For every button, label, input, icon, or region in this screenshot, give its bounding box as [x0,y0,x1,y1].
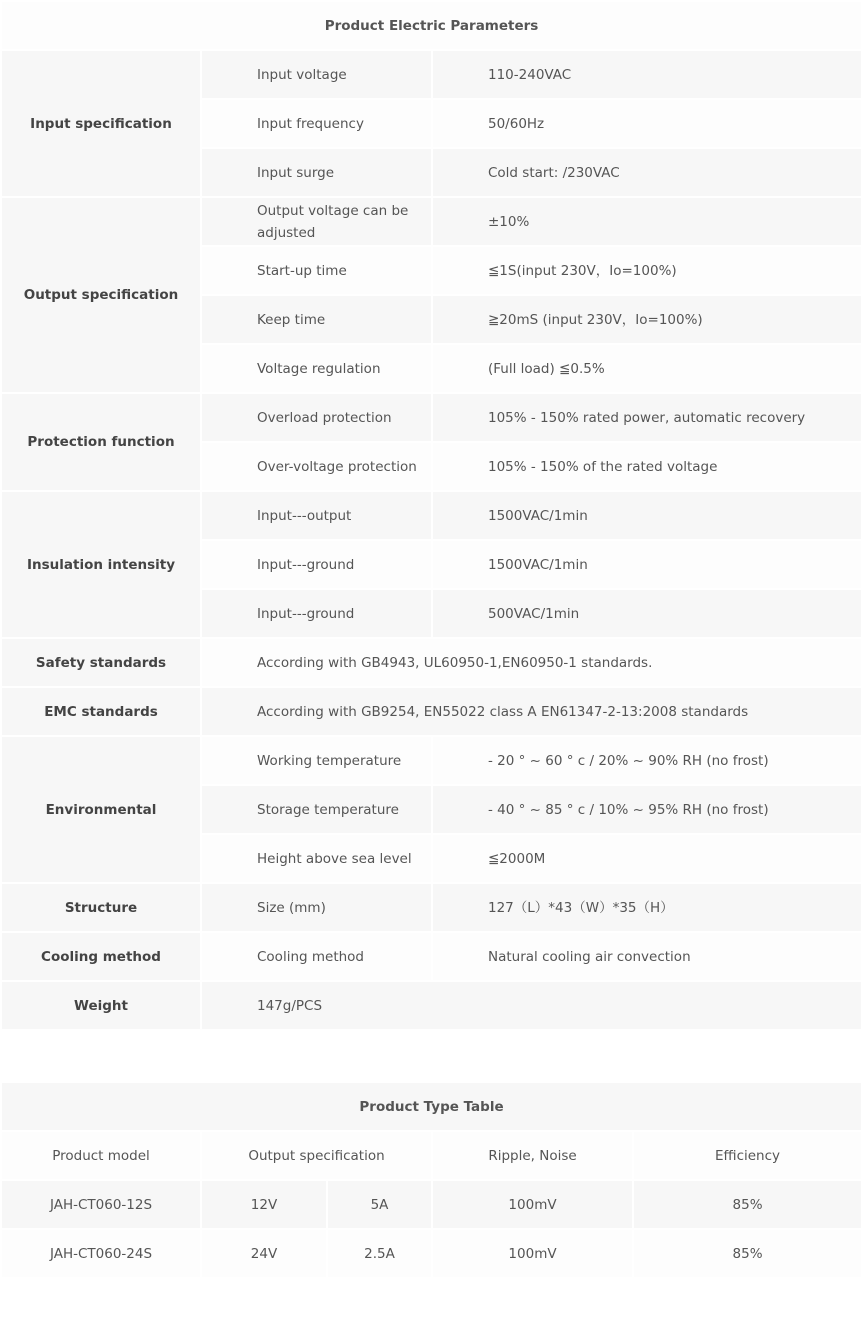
param-value: 147g/PCS [201,981,861,1030]
param-value: Natural cooling air convection [432,932,861,981]
param-label: Input---ground [201,540,432,589]
param-value: 105% - 150% of the rated voltage [432,442,861,491]
table-row [1,1229,861,1278]
param-value: ≧20mS (input 230V，Io=100%) [432,295,861,344]
param-label: Input surge [201,148,432,197]
type-table-title: Product Type Table [1,1082,861,1131]
table-row [1,197,861,246]
cell-voltage: 24V [201,1229,327,1278]
table-row [1,981,861,1030]
param-label: Height above sea level [201,834,432,883]
params-table-title: Product Electric Parameters [1,1,861,50]
table-row [1,883,861,932]
group-insulation-intensity: Insulation intensity [1,491,201,638]
cell-efficiency: 85% [633,1229,861,1278]
param-label: Input frequency [201,99,432,148]
cell-current: 5A [327,1180,432,1229]
param-label: Output voltage can be adjusted [201,197,432,246]
group-structure: Structure [1,883,201,932]
param-label: Input voltage [201,50,432,99]
param-value: ±10% [432,197,861,246]
param-value: According with GB4943, UL60950-1,EN60950-1 standards. [201,638,861,687]
table-row [1,393,861,442]
product-type-table [0,1081,861,1279]
cell-efficiency: 85% [633,1180,861,1229]
group-environmental: Environmental [1,736,201,883]
cell-current: 2.5A [327,1229,432,1278]
cell-model: JAH-CT060-12S [1,1180,201,1229]
table-row [1,1180,861,1229]
param-value: 500VAC/1min [432,589,861,638]
header-efficiency: Efficiency [633,1131,861,1180]
cell-ripple: 100mV [432,1229,633,1278]
param-value: 105% - 150% rated power, automatic recovery [432,393,861,442]
param-value: - 20 ° ~ 60 ° c / 20% ~ 90% RH (no frost) [432,736,861,785]
param-value: (Full load) ≦0.5% [432,344,861,393]
param-value: 1500VAC/1min [432,491,861,540]
param-label: Cooling method [201,932,432,981]
table-row [1,932,861,981]
param-value: Cold start: /230VAC [432,148,861,197]
param-value: 127（L）*43（W）*35（H） [432,883,861,932]
param-label: Input---ground [201,589,432,638]
group-cooling-method: Cooling method [1,932,201,981]
param-label: Working temperature [201,736,432,785]
group-emc-standards: EMC standards [1,687,201,736]
group-safety-standards: Safety standards [1,638,201,687]
group-output-specification: Output specification [1,197,201,393]
cell-voltage: 12V [201,1180,327,1229]
header-product-model: Product model [1,1131,201,1180]
param-label: Start-up time [201,246,432,295]
header-output-specification: Output specification [201,1131,432,1180]
param-value: ≦2000M [432,834,861,883]
group-protection-function: Protection function [1,393,201,491]
param-value: 1500VAC/1min [432,540,861,589]
param-value: - 40 ° ~ 85 ° c / 10% ~ 95% RH (no frost) [432,785,861,834]
group-weight: Weight [1,981,201,1030]
param-label: Size (mm) [201,883,432,932]
table-row [1,491,861,540]
table-row [1,50,861,99]
param-label: Voltage regulation [201,344,432,393]
cell-model: JAH-CT060-24S [1,1229,201,1278]
table-row [1,638,861,687]
param-label: Overload protection [201,393,432,442]
table-row [1,687,861,736]
table-row [1,736,861,785]
group-input-specification: Input specification [1,50,201,197]
param-value: According with GB9254, EN55022 class A EN61347-2-13:2008 standards [201,687,861,736]
param-label: Input---output [201,491,432,540]
param-value: 50/60Hz [432,99,861,148]
param-value: ≦1S(input 230V，Io=100%) [432,246,861,295]
table-header-row [1,1131,861,1180]
param-label: Keep time [201,295,432,344]
header-ripple-noise: Ripple, Noise [432,1131,633,1180]
param-value: 110-240VAC [432,50,861,99]
param-label: Over-voltage protection [201,442,432,491]
table-spacer [0,1031,861,1081]
param-label: Storage temperature [201,785,432,834]
cell-ripple: 100mV [432,1180,633,1229]
